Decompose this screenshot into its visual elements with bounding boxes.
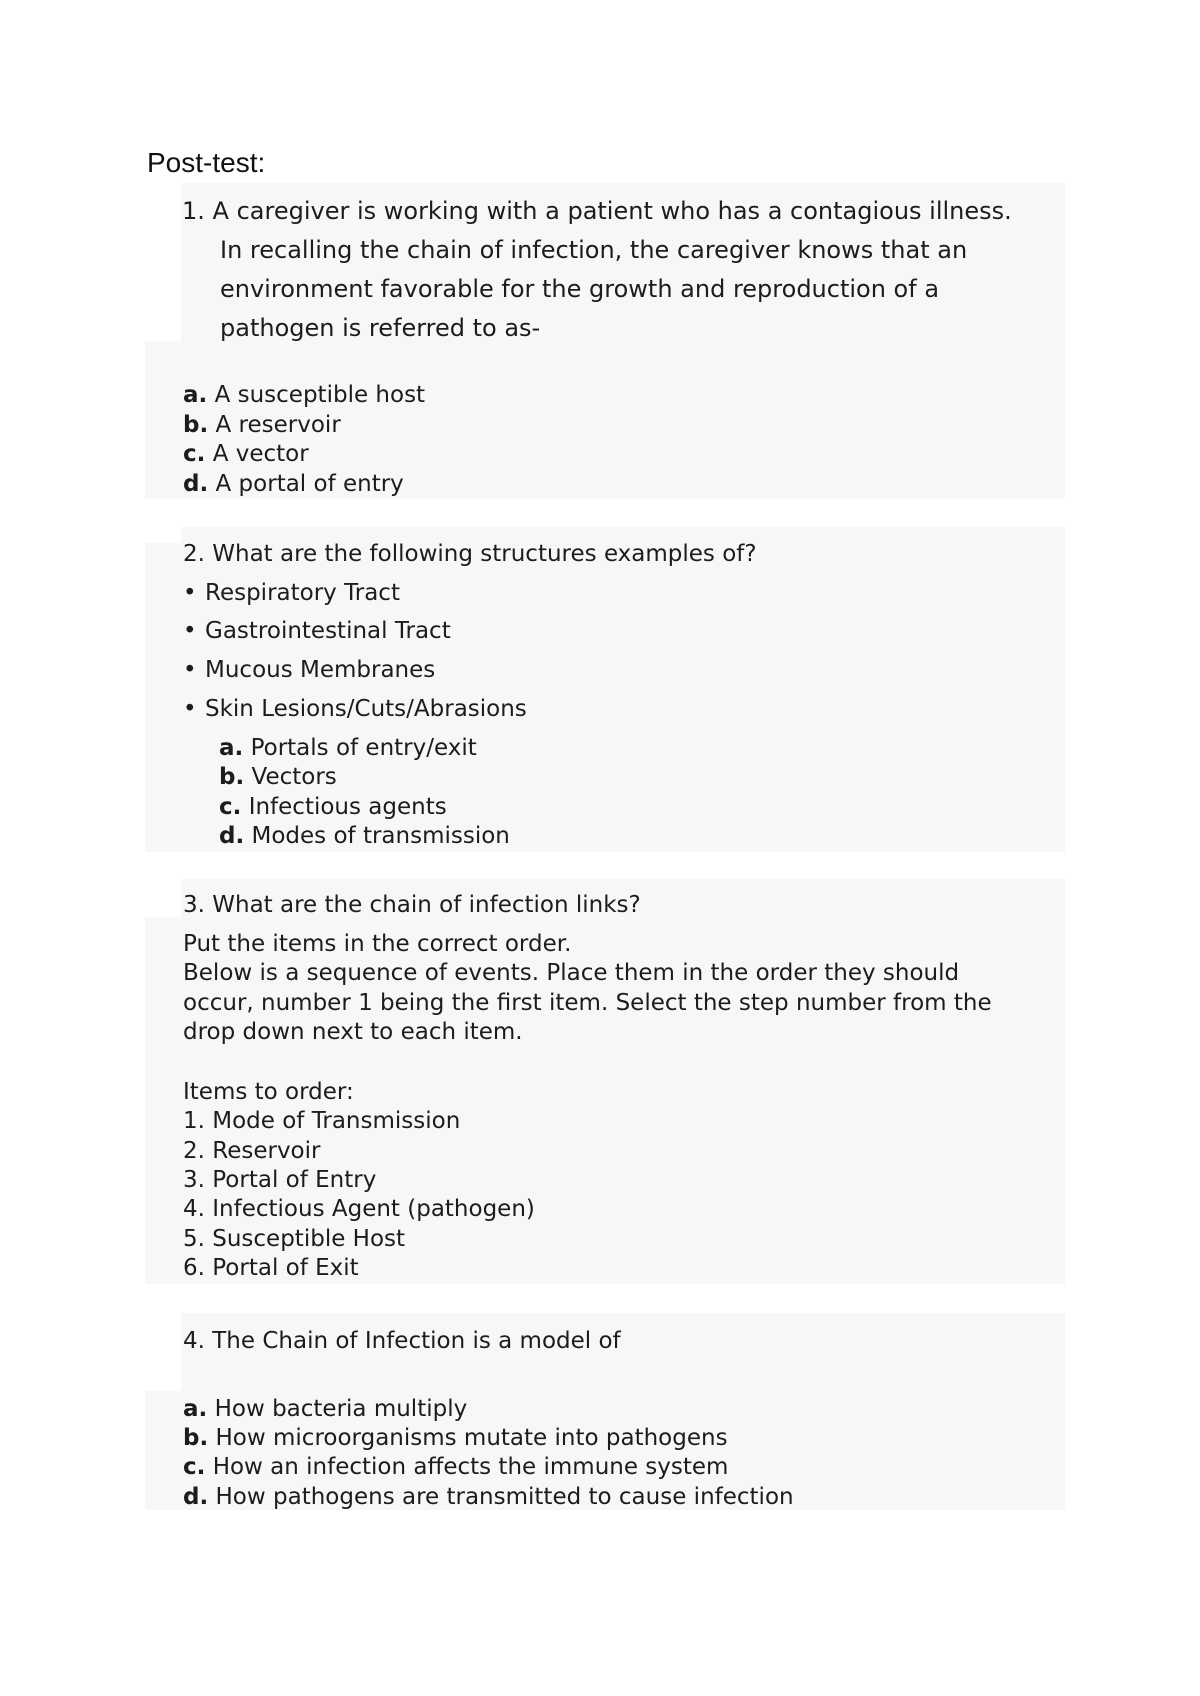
structure-bullet: • Skin Lesions/Cuts/Abrasions [183, 696, 527, 722]
answer-option[interactable]: a. Portals of entry/exit [219, 735, 477, 761]
instruction-text: occur, number 1 being the first item. Select the step number from the [183, 990, 992, 1016]
order-item[interactable]: 4. Infectious Agent (pathogen) [183, 1196, 535, 1222]
items-label: Items to order: [183, 1079, 354, 1105]
structure-bullet: • Mucous Membranes [183, 657, 436, 683]
answer-option[interactable]: a. How bacteria multiply [183, 1396, 468, 1422]
question-1-text: environment favorable for the growth and reproduction of a [220, 275, 940, 303]
order-item[interactable]: 3. Portal of Entry [183, 1167, 377, 1193]
order-item[interactable]: 5. Susceptible Host [183, 1226, 406, 1252]
order-item[interactable]: 1. Mode of Transmission [183, 1108, 461, 1134]
answer-option[interactable]: d. Modes of transmission [219, 823, 510, 849]
answer-option[interactable]: a. A susceptible host [183, 382, 426, 408]
instruction-title: Put the items in the correct order. [183, 931, 572, 957]
structure-bullet: • Respiratory Tract [183, 580, 400, 606]
question-1-text: 1. A caregiver is working with a patient who has a contagious illness. [182, 197, 1012, 225]
answer-option[interactable]: d. How pathogens are transmitted to cause infection [183, 1484, 794, 1510]
answer-option[interactable]: c. A vector [183, 441, 309, 467]
order-item[interactable]: 2. Reservoir [183, 1138, 321, 1164]
question-1-text: In recalling the chain of infection, the caregiver knows that an [220, 236, 968, 264]
answer-option[interactable]: d. A portal of entry [183, 471, 404, 497]
instruction-text: Below is a sequence of events. Place them in the order they should [183, 960, 960, 986]
question-4-text: 4. The Chain of Infection is a model of [183, 1328, 621, 1354]
instruction-text: drop down next to each item. [183, 1019, 523, 1045]
answer-option[interactable]: c. How an infection affects the immune system [183, 1454, 729, 1480]
answer-option[interactable]: b. How microorganisms mutate into pathogens [183, 1425, 728, 1451]
answer-option[interactable]: b. A reservoir [183, 412, 341, 438]
question-1-text: pathogen is referred to as- [220, 314, 541, 342]
answer-option[interactable]: b. Vectors [219, 764, 337, 790]
structure-bullet: • Gastrointestinal Tract [183, 618, 451, 644]
answer-option[interactable]: c. Infectious agents [219, 794, 447, 820]
order-item[interactable]: 6. Portal of Exit [183, 1255, 359, 1281]
page-title: Post-test: [147, 147, 266, 178]
question-2-text: 2. What are the following structures examples of? [183, 541, 757, 567]
question-3-text: 3. What are the chain of infection links? [183, 892, 641, 918]
